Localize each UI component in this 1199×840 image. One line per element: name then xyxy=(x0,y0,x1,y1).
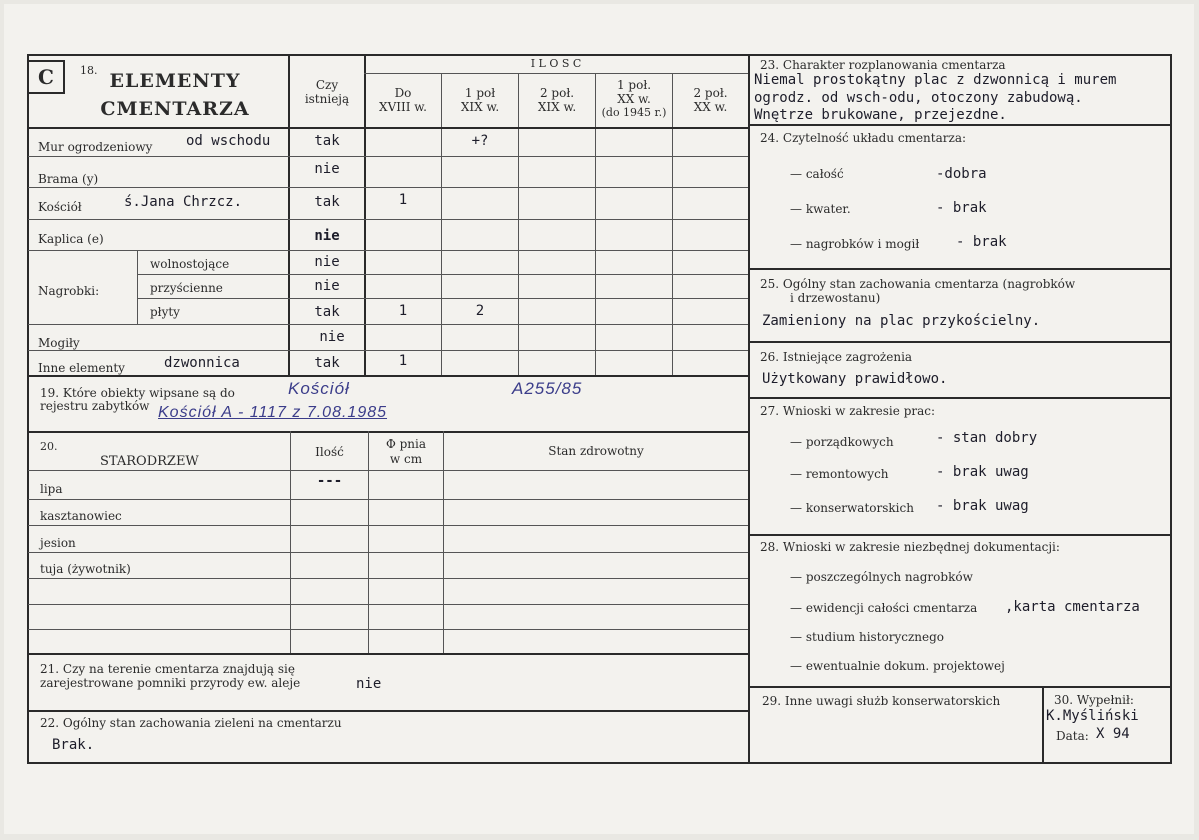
s28-b: — ewidencji całości cmentarza xyxy=(790,601,978,615)
qty-col-line xyxy=(441,74,442,376)
s26-label: 26. Istniejące zagrożenia xyxy=(760,350,913,364)
col-header-1b: XVIII w. xyxy=(379,100,427,114)
col-header-4b: XX w. xyxy=(617,92,651,106)
s27-b-val: - brak uwag xyxy=(936,464,1029,480)
tree-row-line xyxy=(28,552,748,553)
s19-line1: 19. Które obiekty wipsane są do xyxy=(40,386,235,400)
tree-col-line xyxy=(290,431,291,653)
s30-name: K.Myśliński xyxy=(1046,708,1139,724)
s22-answer: Brak. xyxy=(52,737,95,753)
s20-pnia2: w cm xyxy=(389,452,423,466)
exists-header-2: istnieją xyxy=(304,92,350,106)
tree-kasztanowiec: kasztanowiec xyxy=(40,509,122,523)
s28-d: — ewentualnie dokum. projektowej xyxy=(790,659,1005,673)
row-q1-kosciol: 1 xyxy=(398,192,408,208)
tree-row-line xyxy=(28,499,748,500)
section-line xyxy=(27,710,748,712)
col-header-3b: XIX w. xyxy=(537,100,577,114)
nagrobki-label: Nagrobki: xyxy=(38,284,100,298)
s30-date-val: X 94 xyxy=(1096,726,1130,742)
col-header-5b: XX w. xyxy=(693,100,728,114)
s28-c: — studium historycznego xyxy=(790,630,945,644)
qty-col-line xyxy=(672,74,673,376)
frame-bottom xyxy=(27,762,1172,764)
row-exists-brama: nie xyxy=(314,161,340,177)
row-exists-mogily: nie xyxy=(319,329,345,345)
col-header-1a: Do xyxy=(394,86,412,100)
row-label-kosciol: Kościół xyxy=(38,200,82,214)
s23-label: 23. Charakter rozplanowania cmentarza xyxy=(760,58,1006,72)
section-line xyxy=(748,124,1172,126)
row-line xyxy=(137,298,748,299)
s29-label: 29. Inne uwagi służb konserwatorskich xyxy=(762,694,1001,708)
row-exists-plyty: tak xyxy=(314,304,340,320)
row-label-wolno: wolnostojące xyxy=(150,257,230,271)
s20-title: STARODRZEW xyxy=(100,454,199,469)
section-line xyxy=(27,375,748,377)
s27-b-label: — remontowych xyxy=(790,467,889,481)
s28-a: — poszczególnych nagrobków xyxy=(790,570,973,584)
row-note-mur: od wschodu xyxy=(186,133,271,149)
tree-row-line xyxy=(28,525,748,526)
tree-lipa: lipa xyxy=(40,482,63,496)
s24-a-val: -dobra xyxy=(936,166,987,182)
s19-line2: rejestru zabytków xyxy=(40,399,150,413)
s27-c-label: — konserwatorskich xyxy=(790,501,914,515)
s20-pnia1: Φ pnia xyxy=(385,437,427,451)
row-note-inne: dzwonnica xyxy=(164,355,240,371)
s19-hw1b: A255/85 xyxy=(512,379,583,398)
s24-label: 24. Czytelność układu cmentarza: xyxy=(760,131,967,145)
s29-s30-divider xyxy=(1042,686,1044,763)
frame-middle xyxy=(748,54,750,764)
s25-answer: Zamieniony na plac przykościelny. xyxy=(762,313,1041,329)
s27-a-val: - stan dobry xyxy=(936,430,1038,446)
s19-hw2: Kościół A - 1117 z 7.08.1985 xyxy=(158,404,388,421)
row-exists-mur: tak xyxy=(314,133,340,149)
s21-answer: nie xyxy=(356,676,382,692)
row-exists-kaplica: nie xyxy=(314,228,340,244)
exists-header-1: Czy xyxy=(315,78,339,92)
s28-b-val: ,karta cmentarza xyxy=(1005,599,1140,615)
section-box-c: C xyxy=(27,60,65,94)
col-header-2a: 1 poł xyxy=(464,86,496,100)
row-line xyxy=(28,250,748,251)
row-line xyxy=(28,324,748,325)
row-line xyxy=(28,219,748,220)
tree-row-line xyxy=(28,604,748,605)
row-q2-plyty: 2 xyxy=(475,303,485,319)
section-line xyxy=(27,653,748,655)
s20-dash: --- xyxy=(316,473,343,489)
s22-label: 22. Ogólny stan zachowania zieleni na cmentarzu xyxy=(40,716,342,730)
tree-jesion: jesion xyxy=(40,536,76,550)
row-label-kaplica: Kaplica (e) xyxy=(38,232,104,246)
s23-line3: Wnętrze brukowane, przejezdne. xyxy=(754,107,1007,123)
row-exists-wolno: nie xyxy=(314,254,340,270)
col-header-4c: (do 1945 r.) xyxy=(601,106,667,119)
row-line xyxy=(28,187,748,188)
row-q1-plyty: 1 xyxy=(398,303,408,319)
row-label-plyty: płyty xyxy=(150,305,180,319)
section-line xyxy=(748,397,1172,399)
row-line xyxy=(137,274,748,275)
s19-hw1: Kościół xyxy=(288,379,350,398)
s24-c-label: — nagrobków i mogił xyxy=(790,237,920,251)
nagrobki-divider xyxy=(137,250,138,324)
row-q1-inne: 1 xyxy=(398,353,408,369)
row-exists-przysc: nie xyxy=(314,278,340,294)
s30-date-label: Data: xyxy=(1056,729,1089,743)
header-bottom xyxy=(27,127,748,129)
quantity-header: I L O S C xyxy=(530,57,582,70)
row-label-brama: Brama (y) xyxy=(38,172,99,186)
row-line xyxy=(28,156,748,157)
starodrzew-header-line xyxy=(28,470,748,471)
s21-line1: 21. Czy na terenie cmentarza znajdują się xyxy=(40,662,295,676)
s23-line1: Niemal prostokątny plac z dzwonnicą i murem xyxy=(754,72,1117,88)
s23-line2: ogrodz. od wsch-odu, otoczony zabudową. xyxy=(754,90,1083,106)
s24-b-label: — kwater. xyxy=(790,202,851,216)
s24-c-val: - brak xyxy=(956,234,1007,250)
qty-col-line xyxy=(518,74,519,376)
col-header-3a: 2 poł. xyxy=(539,86,575,100)
section-line xyxy=(748,268,1172,270)
s25-label1: 25. Ogólny stan zachowania cmentarza (nagrobków xyxy=(760,277,1076,291)
s20-ilosc: Ilość xyxy=(315,445,344,459)
col-header-5a: 2 poł. xyxy=(693,86,728,100)
s21-line2: zarejestrowane pomniki przyrody ew. aleje xyxy=(40,676,301,690)
s24-b-val: - brak xyxy=(936,200,987,216)
row-label-inne: Inne elementy xyxy=(38,361,125,375)
tree-tuja: tuja (żywotnik) xyxy=(40,562,131,576)
row-exists-inne: tak xyxy=(314,355,340,371)
s24-a-label: — całość xyxy=(790,167,844,181)
s27-label: 27. Wnioski w zakresie prac: xyxy=(760,404,936,418)
frame-left xyxy=(27,54,29,764)
row-line xyxy=(28,350,748,351)
title-line2: CMENTARZA xyxy=(100,98,250,120)
row-q2-mur: +? xyxy=(471,133,489,149)
title-line1: ELEMENTY xyxy=(109,70,241,92)
section-number: 18. xyxy=(80,64,98,77)
s30-label: 30. Wypełnił: xyxy=(1054,693,1134,707)
row-label-przysc: przyścienne xyxy=(150,281,223,295)
s27-a-label: — porządkowych xyxy=(790,435,894,449)
s20-num: 20. xyxy=(40,440,58,453)
tree-row-line xyxy=(28,578,748,579)
section-line xyxy=(27,431,748,433)
section-line xyxy=(748,341,1172,343)
section-line xyxy=(748,534,1172,536)
col-header-4a: 1 poł. xyxy=(616,78,652,92)
section-line xyxy=(748,686,1172,688)
row-label-mogily: Mogiły xyxy=(38,336,80,350)
tree-row-line xyxy=(28,629,748,630)
s25-label2: i drzewostanu) xyxy=(790,291,881,305)
col-header-2b: XIX w. xyxy=(460,100,500,114)
tree-col-line xyxy=(443,431,444,653)
qty-header-line xyxy=(364,73,748,74)
s28-label: 28. Wnioski w zakresie niezbędnej dokumentacji: xyxy=(760,540,1060,554)
row-label-mur: Mur ogrodzeniowy xyxy=(38,140,153,154)
frame-top xyxy=(27,54,1172,56)
frame-right xyxy=(1170,54,1172,764)
row-note-kosciol: ś.Jana Chrzcz. xyxy=(124,194,243,210)
s20-stan: Stan zdrowotny xyxy=(548,444,644,458)
s27-c-val: - brak uwag xyxy=(936,498,1029,514)
s26-answer: Użytkowany prawidłowo. xyxy=(762,371,948,387)
row-exists-kosciol: tak xyxy=(314,194,340,210)
